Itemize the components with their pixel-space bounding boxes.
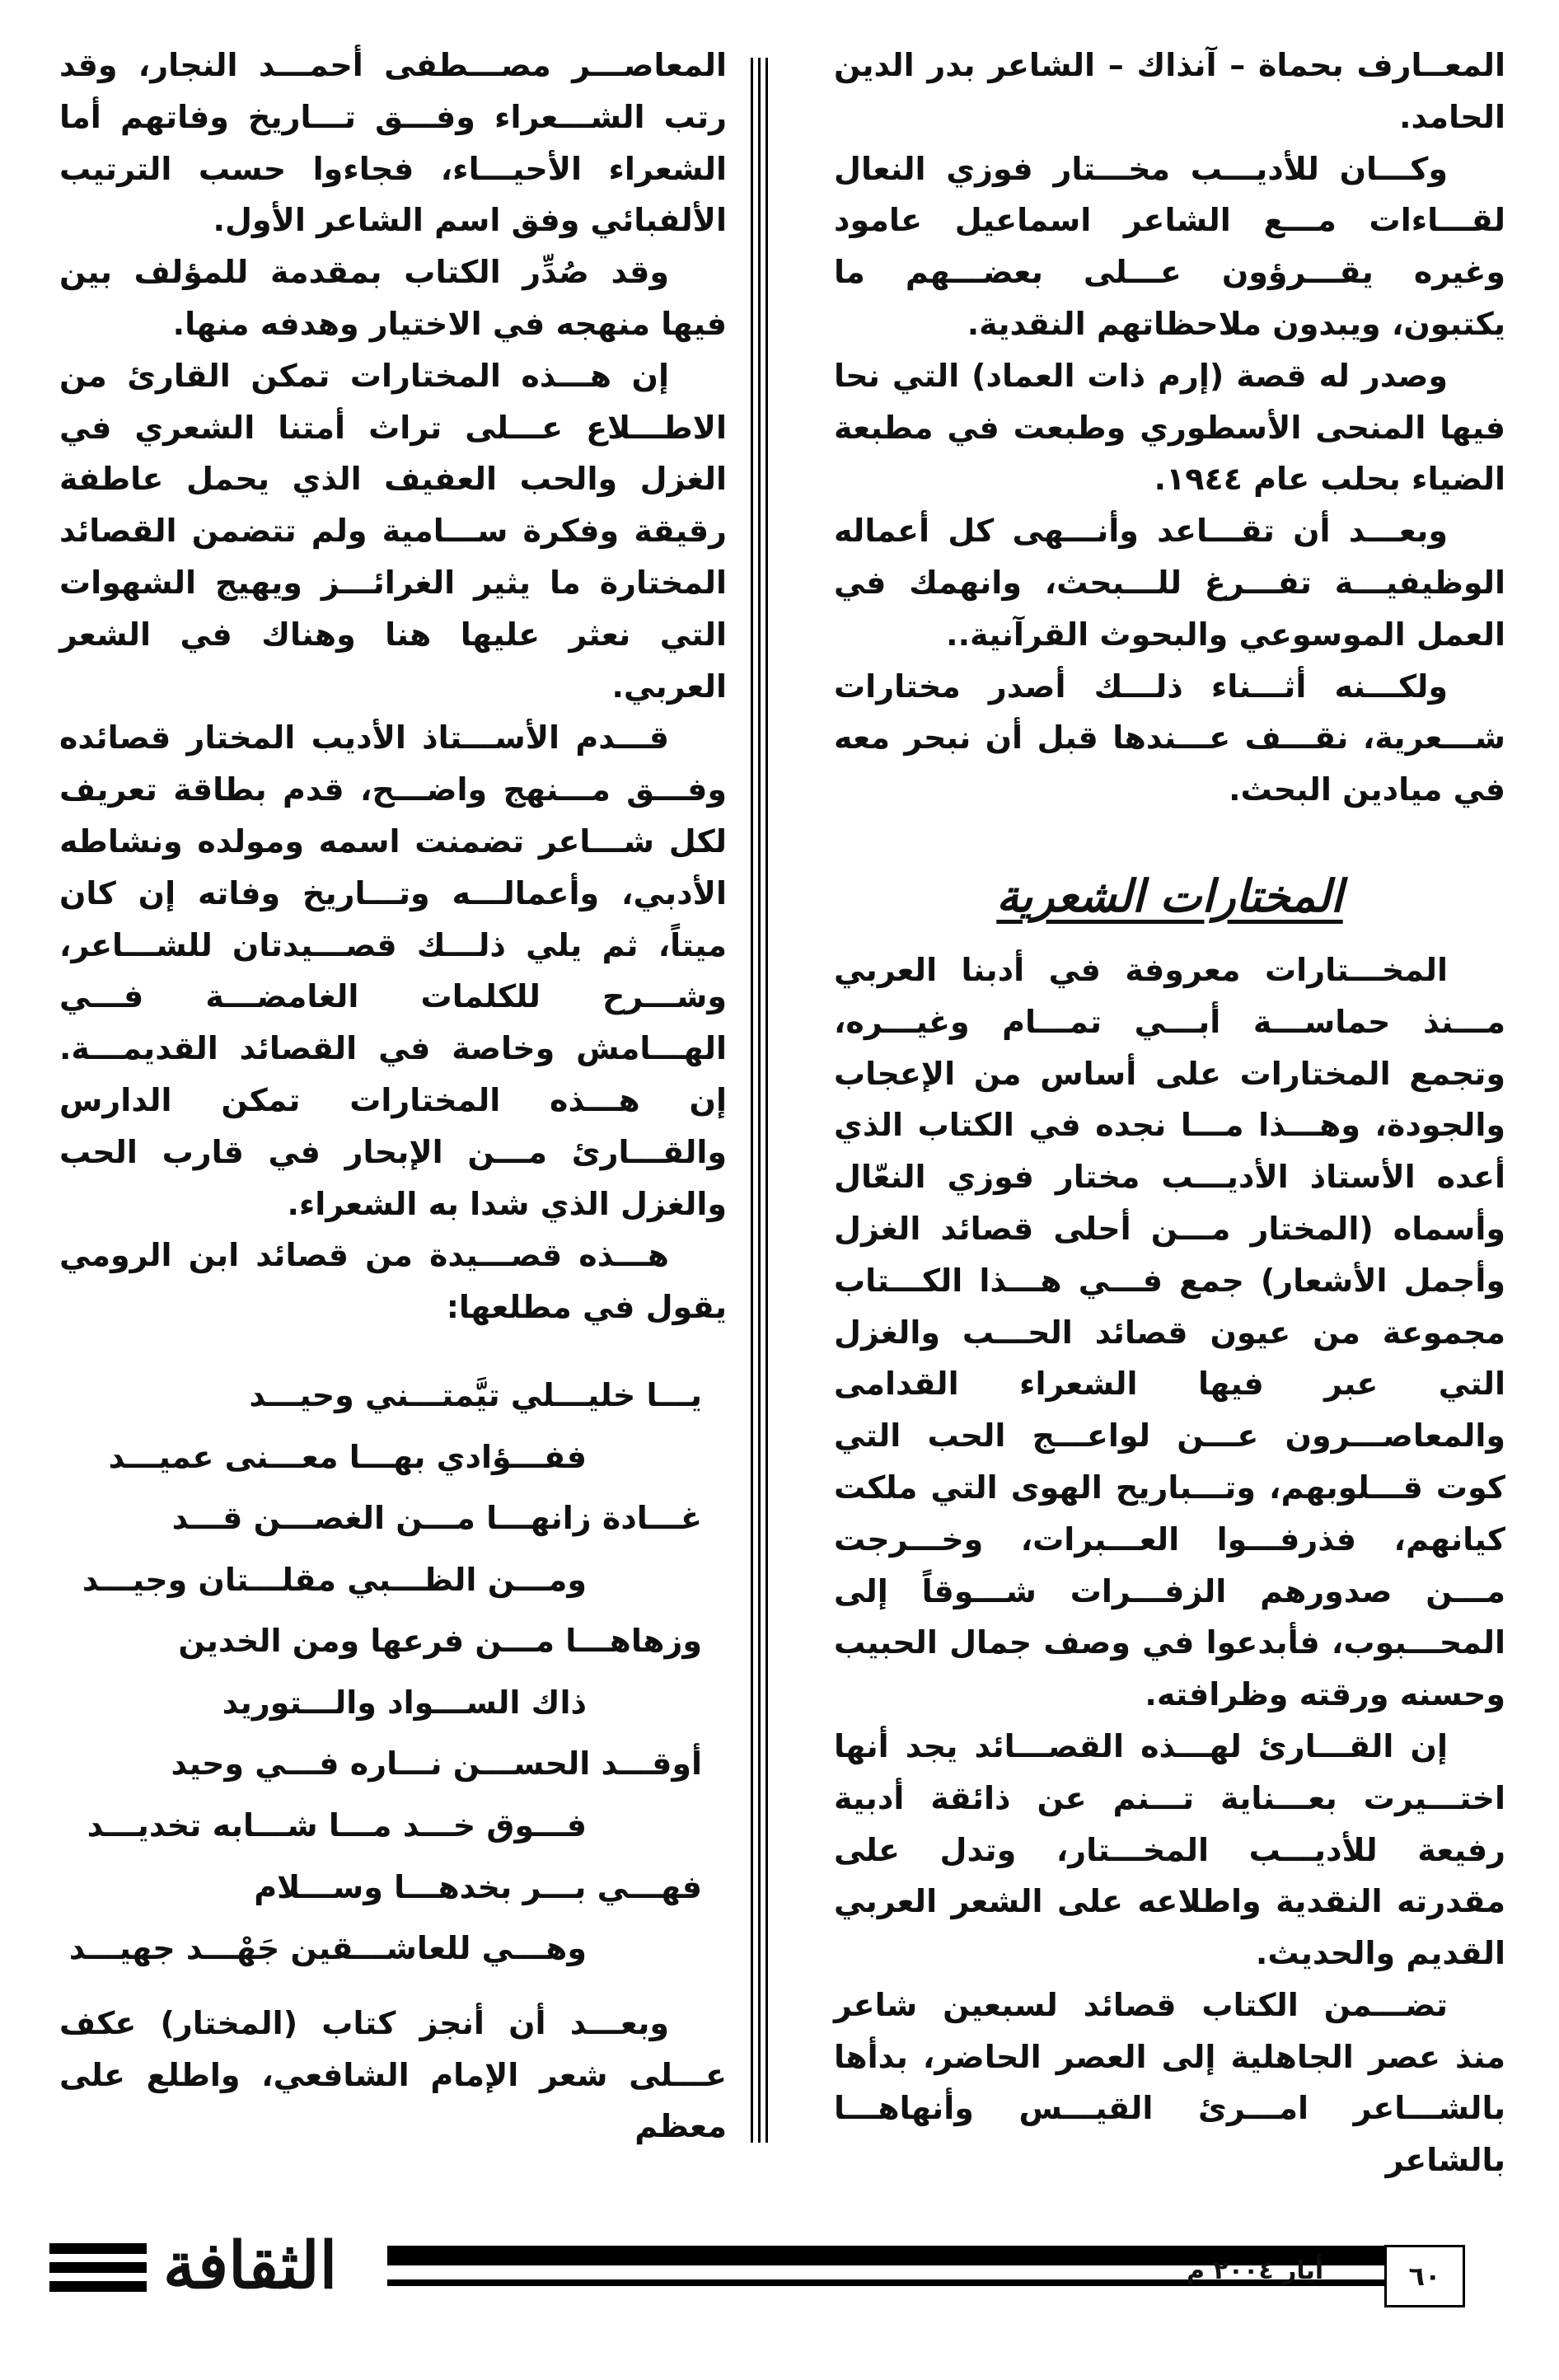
verse-line: ذاك الســـواد والـــتوريد: [222, 1684, 587, 1721]
section-heading: المختارات الشعرية: [996, 869, 1343, 922]
magazine-logo: الثقافة: [163, 2228, 338, 2303]
verse-line: ففـــؤادي بهـــا معـــنى عميـــد: [108, 1438, 587, 1475]
article-column-right: [834, 40, 1505, 2186]
paragraph: المخـــتارات معروفة في أدبنا العربي مـــنذ حماســـة أبـــي تمـــام وغيـــره، وتجمع المختارات على أساس من الإعجاب والجودة، وهـــذا مـــا نجده في الكتاب الذي أعده الأستاذ الأديـــب مختار فوزي النعّال وأسماه (المختار مـــن أحلى قصائد الغزل وأجمل الأشعار) جمع فـــي هـــذا الكـــتاب مجموعة من عيون قصائد الحـــب والغزل التي عبر فيها الشعراء القدامى والمعاصـــرون عـــن لواعـــج الحب التي كوت قـــلوبهم، وتـــباريح الهوى التي ملكت كيانهم، فذرفـــوا العـــبرات، وخـــرجت مـــن صدورهم الزفـــرات شـــوقاً إلى المحـــبوب، فأبدعوا في وصف جمال الحبيب وحسنه ورقته وظرافته.: [834, 951, 1505, 1713]
poem-verses: [59, 1365, 727, 1979]
verse-line: وزهاهـــا مـــن فرعها ومن الخدين: [178, 1623, 702, 1660]
page-number: ٦٠: [1384, 2245, 1465, 2307]
paragraph: وكـــان للأديـــب مخـــتار فوزي النعال لقـــاءات مـــع الشاعر اسماعيل عامود وغيره يقـــرؤون عـــلى بعضـــهم ما يكتبون، ويبدون ملاحظاتهم النقدية.: [834, 150, 1505, 342]
paragraph: إن هـــذه المختارات تمكن القارئ من الاطـــلاع عـــلى تراث أمتنا الشعري في الغزل والحب العفيف الذي يحمل عاطفة رقيقة وفكرة ســـامية ولم تتضمن القصائد المختارة ما يثير الغرائـــز ويهيج الشهوات التي نعثر عليها هنا وهناك في الشعر العربي.: [59, 357, 727, 705]
magazine-logo-bars: [49, 2243, 147, 2300]
verse-line: وهـــي للعاشـــقين جَهْـــد جهيـــد: [68, 1930, 587, 1967]
verse-line: يـــا خليـــلي تيَّمتـــني وحيـــد: [249, 1376, 702, 1413]
verse-line: فـــوق خـــد مـــا شـــابه تخديـــد: [87, 1807, 587, 1844]
paragraph: إن القـــارئ لهـــذه القصـــائد يجد أنها اختـــيرت بعـــناية تـــنم عن ذائقة أدبية رفيعة للأديـــب المخـــتار، وتدل على مقدرته النقدية واطلاعه على الشعر العربي القديم والحديث.: [834, 1727, 1505, 1972]
article-column-left: [59, 40, 727, 2153]
paragraph: قـــدم الأســـتاذ الأديب المختار قصائده وفـــق مـــنهج واضـــح، قدم بطاقة تعريف لكل شـــاعر تضمنت اسمه ومولده ونشاطه الأدبي، وأعمالـــه وتـــاريخ وفاته إن كان ميتاً، ثم يلي ذلـــك قصـــيدتان للشـــاعر، وشـــرح للكلمات الغامضـــة فـــي الهـــامش وخاصة في القصائد القديمـــة. إن هـــذه المختارات تمكن الدارس والقـــارئ مـــن الإبحار في قارب الحب والغزل الذي شدا به الشعراء.: [59, 719, 727, 1222]
paragraph: هـــذه قصـــيدة من قصائد ابن الرومي يقول في مطلعها:: [59, 1237, 727, 1326]
paragraph: تضـــمن الكتاب قصائد لسبعين شاعر منذ عصر الجاهلية إلى العصر الحاضر، بدأها بالشـــاعر امـــرئ القيـــس وأنهاهـــا بالشاعر: [834, 1986, 1505, 2179]
paragraph: وبعـــد أن أنجز كتاب (المختار) عكف عـــلى شعر الإمام الشافعي، واطلع على معظم: [59, 2004, 727, 2145]
paragraph: المعــارف بحماة – آنذاك – الشاعر بدر الدين الحامد.: [834, 47, 1505, 135]
column-divider: [751, 58, 753, 2143]
paragraph: وبعـــد أن تقـــاعد وأنـــهى كل أعماله الوظيفيـــة تفـــرغ للـــبحث، وانهمك في العمل الموسوعي والبحوث القرآنية..: [834, 513, 1505, 653]
paragraph: وقد صُدِّر الكتاب بمقدمة للمؤلف بين فيها منهجه في الاختيار وهدفه منها.: [59, 254, 727, 342]
verse-line: أوقـــد الحســـن نـــاره فـــي وحيد: [171, 1745, 702, 1783]
issue-date: أيار ٢٠٠٤ م: [1187, 2256, 1324, 2285]
paragraph: وصدر له قصة (إرم ذات العماد) التي نحا فيها المنحى الأسطوري وطبعت في مطبعة الضياء بحلب عام ١٩٤٤.: [834, 357, 1505, 498]
paragraph: ولكـــنه أثـــناء ذلـــك أصدر مختارات شـــعرية، نقـــف عـــندها قبل أن نبحر معه في ميادين البحث.: [834, 668, 1505, 808]
column-divider: [758, 58, 761, 2143]
verse-line: غـــادة زانهـــا مـــن الغصـــن قـــد: [171, 1500, 702, 1537]
column-divider: [765, 58, 768, 2143]
verse-line: ومـــن الظـــبي مقلـــتان وجيـــد: [82, 1561, 587, 1598]
paragraph: المعاصـــر مصـــطفى أحمـــد النجار، وقد رتب الشـــعراء وفـــق تـــاريخ وفاتهم أما الشعراء الأحيـــاء، فجاءوا حسب الترتيب الألفبائي وفق اسم الشاعر الأول.: [59, 47, 727, 239]
verse-line: فهـــي بـــر بخدهـــا وســـلام: [254, 1868, 702, 1905]
